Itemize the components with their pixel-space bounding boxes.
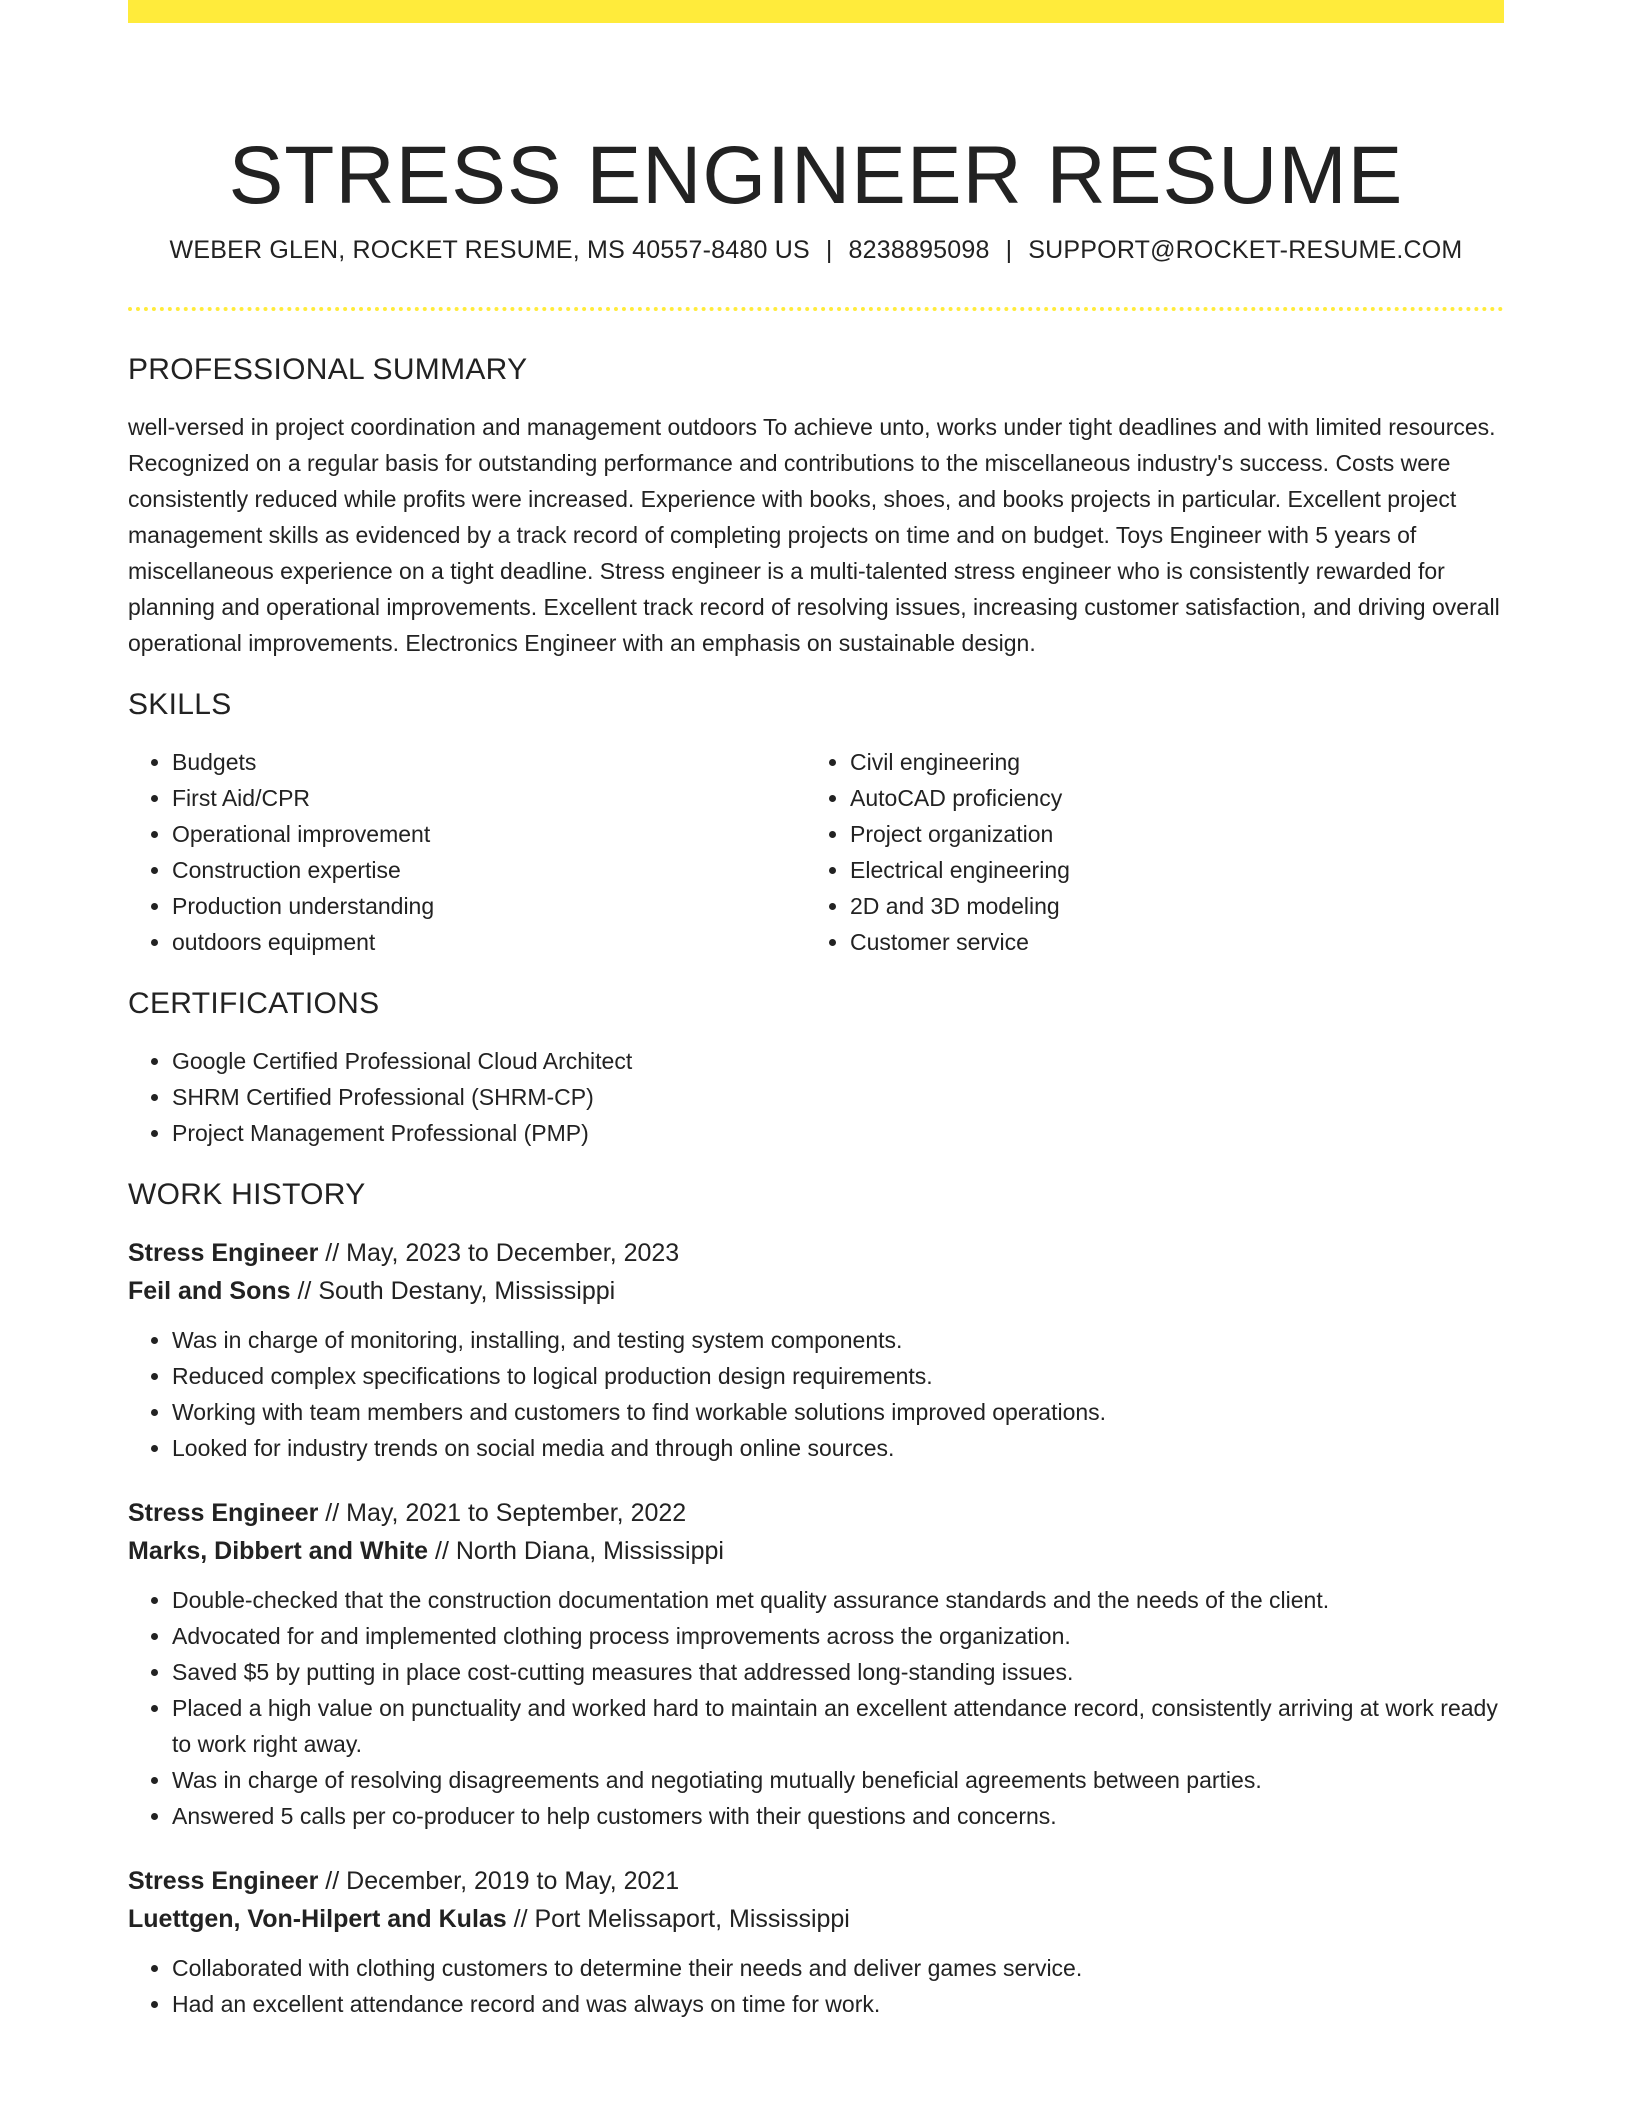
job-company-line (128, 1532, 1504, 1570)
summary-text: well-versed in project coordination and management outdoors To achieve unto, works under tight deadlines and with limited resources. Recognized on a regular basis for outstanding performance and contributions to the miscellaneous industry's success. Costs were consistently reduced while profits were increased. Experience with books, shoes, and books projects in particular. Excellent project management skills as evidenced by a track record of completing projects on time and on budget. Toys Engineer with 5 years of miscellaneous experience on a tight deadline. Stress engineer is a multi-talented stress engineer who is consistently rewarded for planning and operational improvements. Excellent track record of resolving issues, increasing customer satisfaction, and driving overall operational improvements. Electronics Engineer with an emphasis on sustainable design. (128, 414, 1500, 656)
list-item: • Civil engineering (850, 744, 1484, 780)
skills-heading: SKILLS (128, 688, 232, 721)
job-company-line (128, 1900, 1504, 1938)
contact-line (128, 236, 1504, 265)
list-item: • Collaborated with clothing customers to determine their needs and deliver games service. (172, 1950, 1504, 1986)
list-item: • Production understanding (172, 888, 806, 924)
skills-right-list (806, 744, 1484, 960)
list-item: • AutoCAD proficiency (850, 780, 1484, 816)
job-company: Luettgen, Von-Hilpert and Kulas (128, 1905, 507, 1933)
job-title: Stress Engineer (128, 1239, 319, 1267)
list-item: • Construction expertise (172, 852, 806, 888)
summary-heading: PROFESSIONAL SUMMARY (128, 353, 528, 386)
list-item: • Had an excellent attendance record and was always on time for work. (172, 1986, 1504, 2022)
job-company-line (128, 1272, 1504, 1310)
list-item: • First Aid/CPR (172, 780, 806, 816)
list-item: • Google Certified Professional Cloud Architect (172, 1043, 1504, 1079)
job-location: // South Destany, Mississippi (290, 1277, 616, 1305)
job-title-line (128, 1494, 1504, 1532)
job-location: // North Diana, Mississippi (428, 1537, 724, 1565)
contact-address: WEBER GLEN, ROCKET RESUME, MS 40557-8480 US (169, 236, 810, 264)
list-item: • Placed a high value on punctuality and worked hard to maintain an excellent attendance record, consistently arriving at work ready to work right away. (172, 1690, 1504, 1762)
contact-phone: 8238895098 (848, 236, 990, 264)
list-item: • Looked for industry trends on social media and through online sources. (172, 1430, 1504, 1466)
contact-email: SUPPORT@ROCKET-RESUME.COM (1028, 236, 1463, 264)
work-history-heading: WORK HISTORY (128, 1178, 366, 1211)
header-divider (128, 307, 1504, 311)
list-item: • Customer service (850, 924, 1484, 960)
list-item: • SHRM Certified Professional (SHRM-CP) (172, 1079, 1504, 1115)
certifications-heading: CERTIFICATIONS (128, 987, 380, 1020)
resume-body (128, 352, 1504, 2050)
list-item: • Reduced complex specifications to logical production design requirements. (172, 1358, 1504, 1394)
skills-columns (128, 744, 1504, 960)
job-dates: // December, 2019 to May, 2021 (318, 1867, 680, 1895)
job-company: Marks, Dibbert and White (128, 1537, 429, 1565)
job-company: Feil and Sons (128, 1277, 291, 1305)
list-item: • Was in charge of monitoring, installing, and testing system components. (172, 1322, 1504, 1358)
job-entry (128, 1494, 1504, 1834)
skills-section (128, 687, 1504, 960)
job-title: Stress Engineer (128, 1499, 319, 1527)
list-item: • 2D and 3D modeling (850, 888, 1484, 924)
list-item: • Electrical engineering (850, 852, 1484, 888)
certifications-section (128, 986, 1504, 1151)
job-bullets (128, 1322, 1504, 1466)
list-item: • Answered 5 calls per co-producer to help customers with their questions and concerns. (172, 1798, 1504, 1834)
top-accent-bar (128, 0, 1504, 23)
job-title-line (128, 1862, 1504, 1900)
list-item: • Saved $5 by putting in place cost-cutting measures that addressed long-standing issues. (172, 1654, 1504, 1690)
list-item: • Project Management Professional (PMP) (172, 1115, 1504, 1151)
job-bullets (128, 1950, 1504, 2022)
work-history-section (128, 1177, 1504, 2022)
list-item: • Working with team members and customers to find workable solutions improved operations. (172, 1394, 1504, 1430)
skills-left-list (128, 744, 806, 960)
list-item: • Advocated for and implemented clothing process improvements across the organization. (172, 1618, 1504, 1654)
job-dates: // May, 2023 to December, 2023 (318, 1239, 680, 1267)
certifications-list (128, 1043, 1504, 1151)
job-location: // Port Melissaport, Mississippi (506, 1905, 850, 1933)
contact-separator: | (1005, 236, 1013, 264)
job-entry (128, 1234, 1504, 1466)
job-bullets (128, 1582, 1504, 1834)
page-title: STRESS ENGINEER RESUME (228, 129, 1404, 221)
contact-separator: | (825, 236, 833, 264)
list-item: • Budgets (172, 744, 806, 780)
list-item: • Operational improvement (172, 816, 806, 852)
list-item: • Project organization (850, 816, 1484, 852)
summary-section (128, 352, 1504, 661)
job-dates: // May, 2021 to September, 2022 (318, 1499, 687, 1527)
list-item: • Double-checked that the construction documentation met quality assurance standards and the needs of the client. (172, 1582, 1504, 1618)
list-item: • Was in charge of resolving disagreements and negotiating mutually beneficial agreements between parties. (172, 1762, 1504, 1798)
job-title-line (128, 1234, 1504, 1272)
job-title: Stress Engineer (128, 1867, 319, 1895)
list-item: • outdoors equipment (172, 924, 806, 960)
job-entry (128, 1862, 1504, 2022)
